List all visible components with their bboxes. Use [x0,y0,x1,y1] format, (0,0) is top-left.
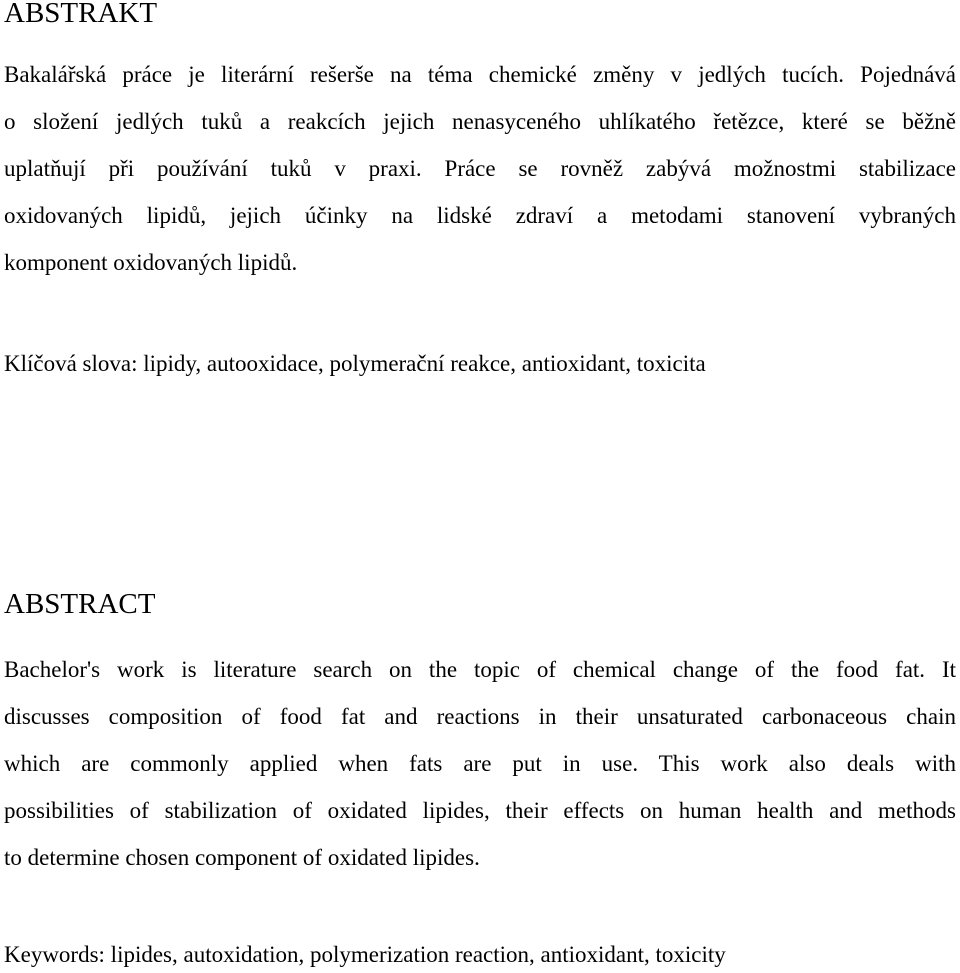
cz-abstract-body [4,51,956,286]
cz-keywords: Klíčová slova: lipidy, autooxidace, polymerační reakce, antioxidant, toxicita [4,351,706,376]
en-keywords: Keywords: lipides, autoxidation, polymerization reaction, antioxidant, toxicity [4,942,726,967]
cz-abstract-heading: ABSTRAKT [4,0,158,29]
cz-abstract-line-4: oxidovaných lipidů, jejich účinky na lidské zdraví a metodami stanovení vybraných [4,203,956,228]
cz-abstract-line-3: uplatňují při používání tuků v praxi. Práce se rovněž zabývá možnostmi stabilizace [4,156,956,181]
en-abstract-body [4,646,956,881]
cz-abstract-line-2: o složení jedlých tuků a reakcích jejich nenasyceného uhlíkatého řetězce, které se běžně [4,109,956,134]
en-abstract-line-1: Bachelor's work is literature search on the topic of chemical change of the food fat. It [4,657,956,682]
en-abstract-line-2: discusses composition of food fat and reactions in their unsaturated carbonaceous chain [4,704,956,729]
en-abstract-heading: ABSTRACT [4,588,156,620]
en-abstract-line-5: to determine chosen component of oxidated lipides. [4,845,480,870]
cz-abstract-line-1: Bakalářská práce je literární rešerše na téma chemické změny v jedlých tucích. Pojednává [4,62,956,87]
en-abstract-line-3: which are commonly applied when fats are put in use. This work also deals with [4,751,956,776]
en-abstract-line-4: possibilities of stabilization of oxidated lipides, their effects on human health and methods [4,798,956,823]
cz-abstract-line-5: komponent oxidovaných lipidů. [4,250,298,275]
